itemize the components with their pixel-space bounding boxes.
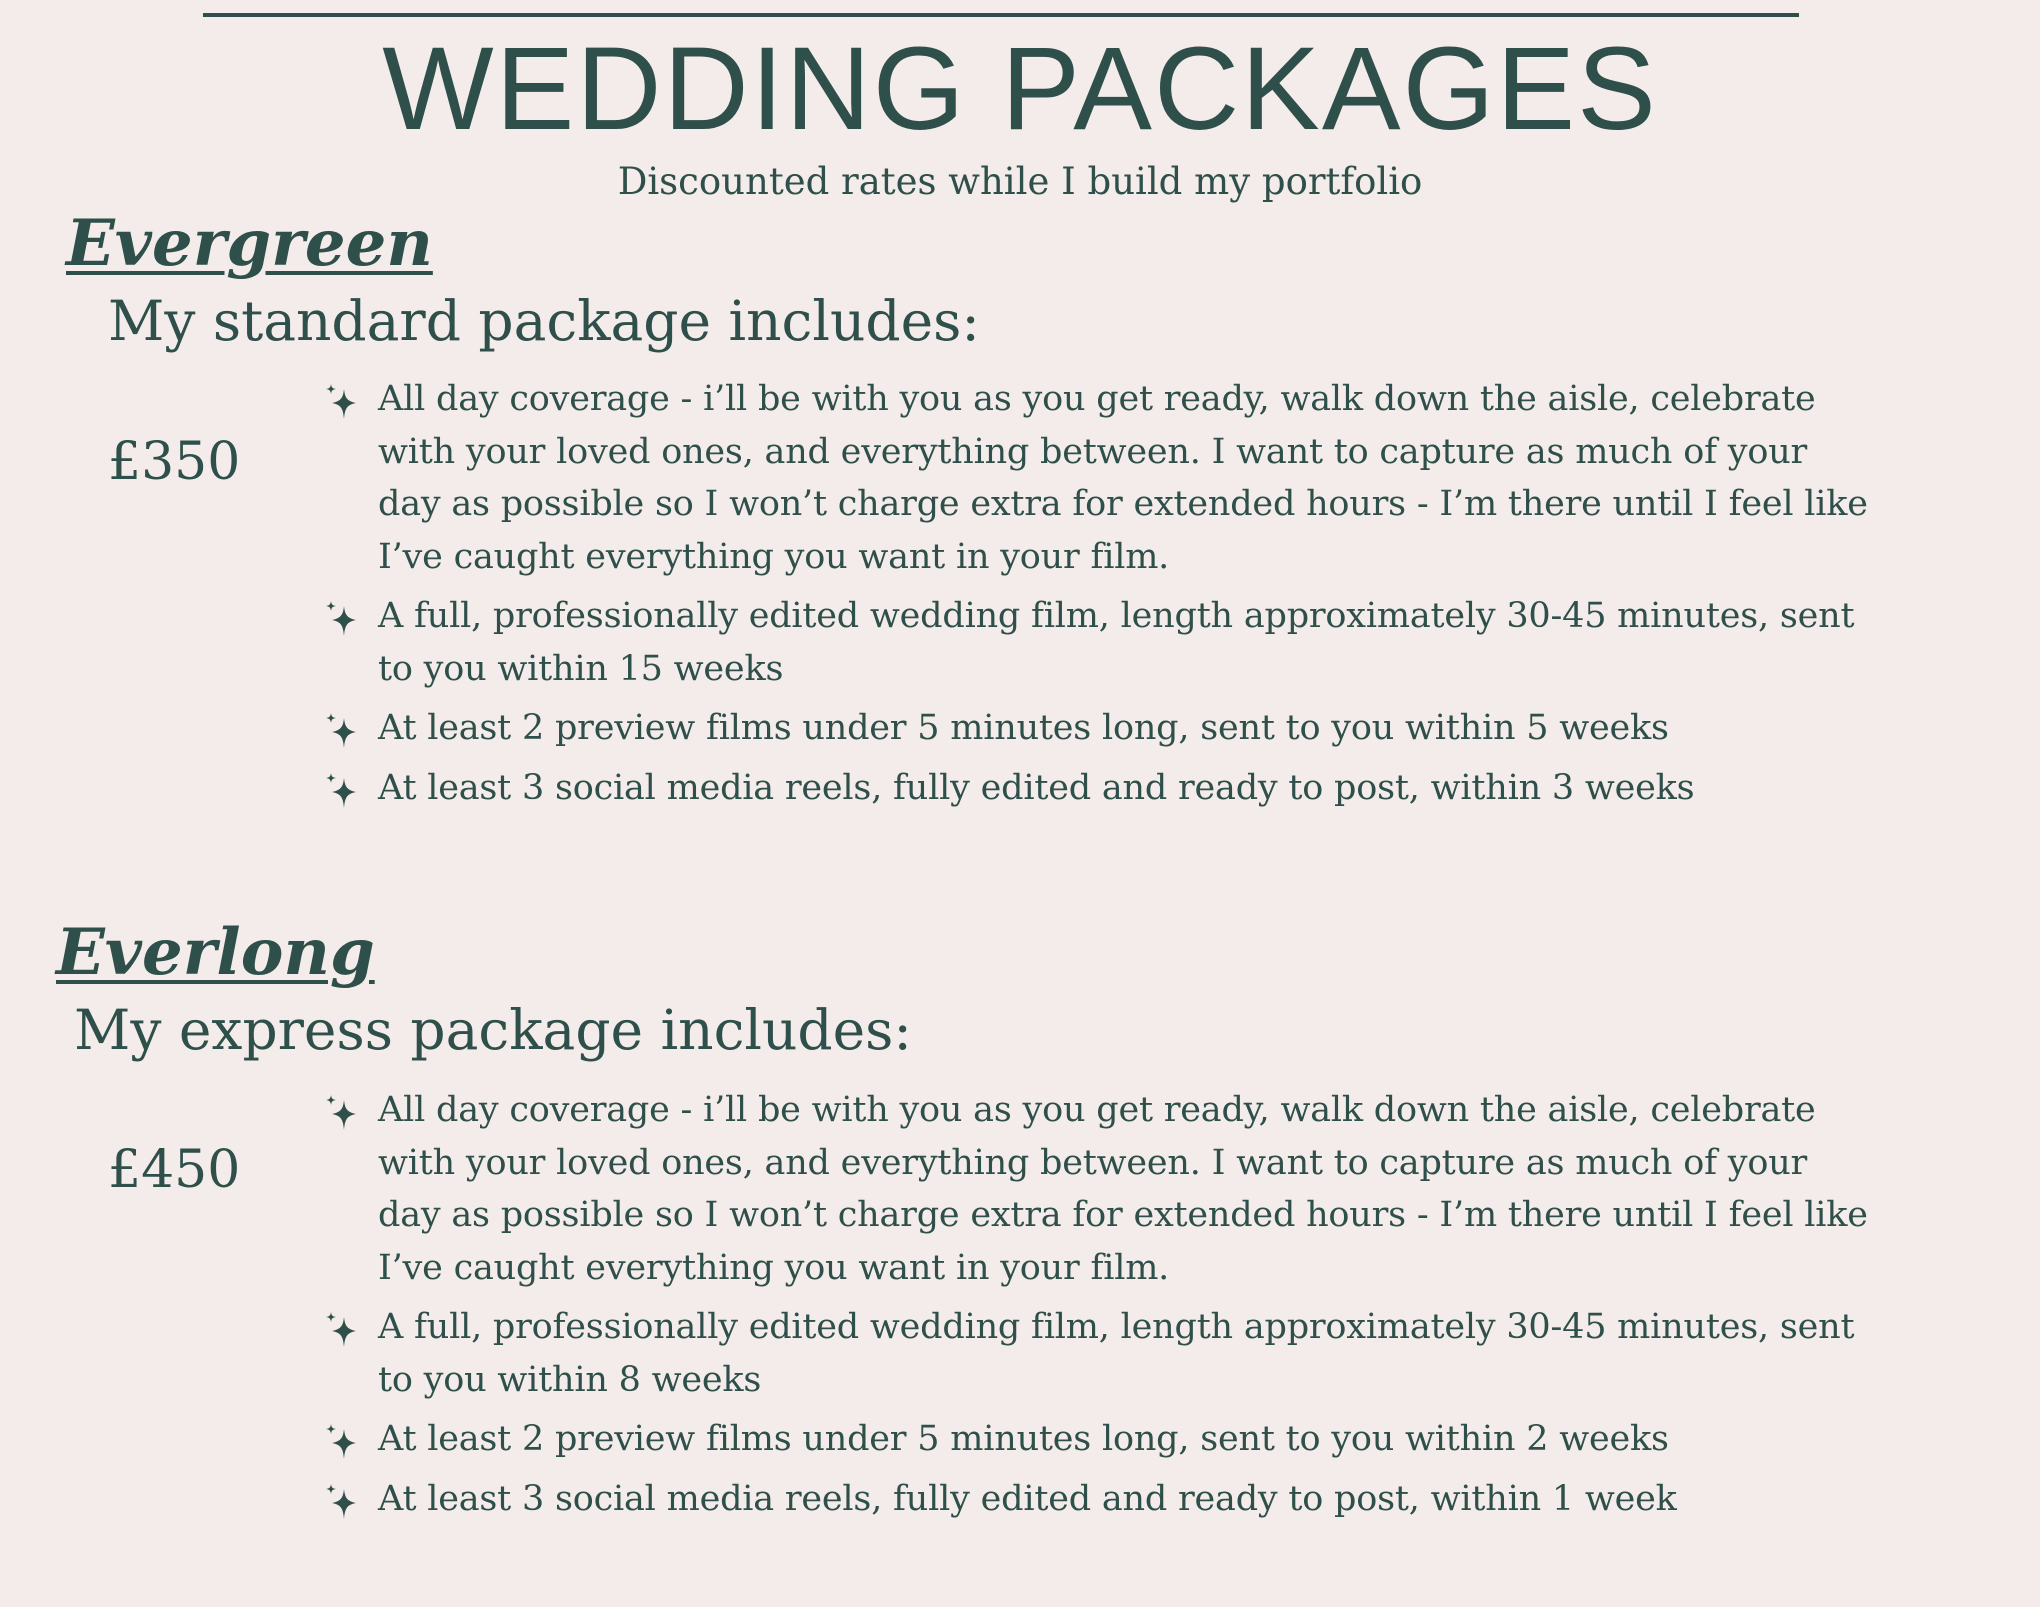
feature-text: At least 2 preview films under 5 minutes long, sent to you within 5 weeks	[378, 708, 1669, 748]
feature-list	[320, 373, 1880, 821]
sparkle-icon	[324, 712, 358, 750]
feature-item	[320, 1084, 1880, 1294]
feature-item	[320, 1301, 1880, 1406]
sparkle-icon	[324, 383, 358, 421]
page-title: WEDDING PACKAGES	[382, 23, 1658, 155]
feature-text: All day coverage - i’ll be with you as you get ready, walk down the aisle, celebrate with your loved ones, and everything between. I want to capture as much of your day as possible so I won’t charge extra for extended hours - I’m there until I feel like I’ve caught everything you want in your film.	[378, 379, 1868, 577]
page-subtitle: Discounted rates while I build my portfolio	[617, 160, 1423, 203]
sparkle-icon	[324, 600, 358, 638]
package-intro: My express package includes:	[74, 998, 912, 1062]
feature-item	[320, 702, 1880, 755]
feature-text: A full, professionally edited wedding film, length approximately 30-45 minutes, sent to you within 8 weeks	[378, 1307, 1855, 1400]
feature-item	[320, 590, 1880, 695]
feature-item	[320, 762, 1880, 815]
sparkle-icon	[324, 1423, 358, 1461]
feature-item	[320, 1473, 1880, 1526]
feature-item	[320, 1413, 1880, 1466]
package-price: £350	[108, 432, 241, 492]
feature-list	[320, 1084, 1880, 1532]
feature-item	[320, 373, 1880, 583]
package-price: £450	[108, 1140, 241, 1200]
feature-text: At least 3 social media reels, fully edited and ready to post, within 3 weeks	[378, 767, 1695, 808]
package-intro: My standard package includes:	[108, 289, 980, 353]
feature-text: At least 2 preview films under 5 minutes long, sent to you within 2 weeks	[378, 1419, 1669, 1459]
sparkle-icon	[324, 1094, 358, 1132]
top-divider	[203, 13, 1799, 17]
sparkle-icon	[324, 1311, 358, 1349]
package-name: Everlong	[56, 915, 375, 990]
sparkle-icon	[324, 1483, 358, 1521]
feature-text: A full, professionally edited wedding film, length approximately 30-45 minutes, sent to you within 15 weeks	[378, 596, 1855, 689]
feature-text: At least 3 social media reels, fully edited and ready to post, within 1 week	[378, 1478, 1677, 1519]
feature-text: All day coverage - i’ll be with you as you get ready, walk down the aisle, celebrate with your loved ones, and everything between. I want to capture as much of your day as possible so I won’t charge extra for extended hours - I’m there until I feel like I’ve caught everything you want in your film.	[378, 1090, 1868, 1288]
package-name: Evergreen	[66, 206, 433, 281]
sparkle-icon	[324, 772, 358, 810]
